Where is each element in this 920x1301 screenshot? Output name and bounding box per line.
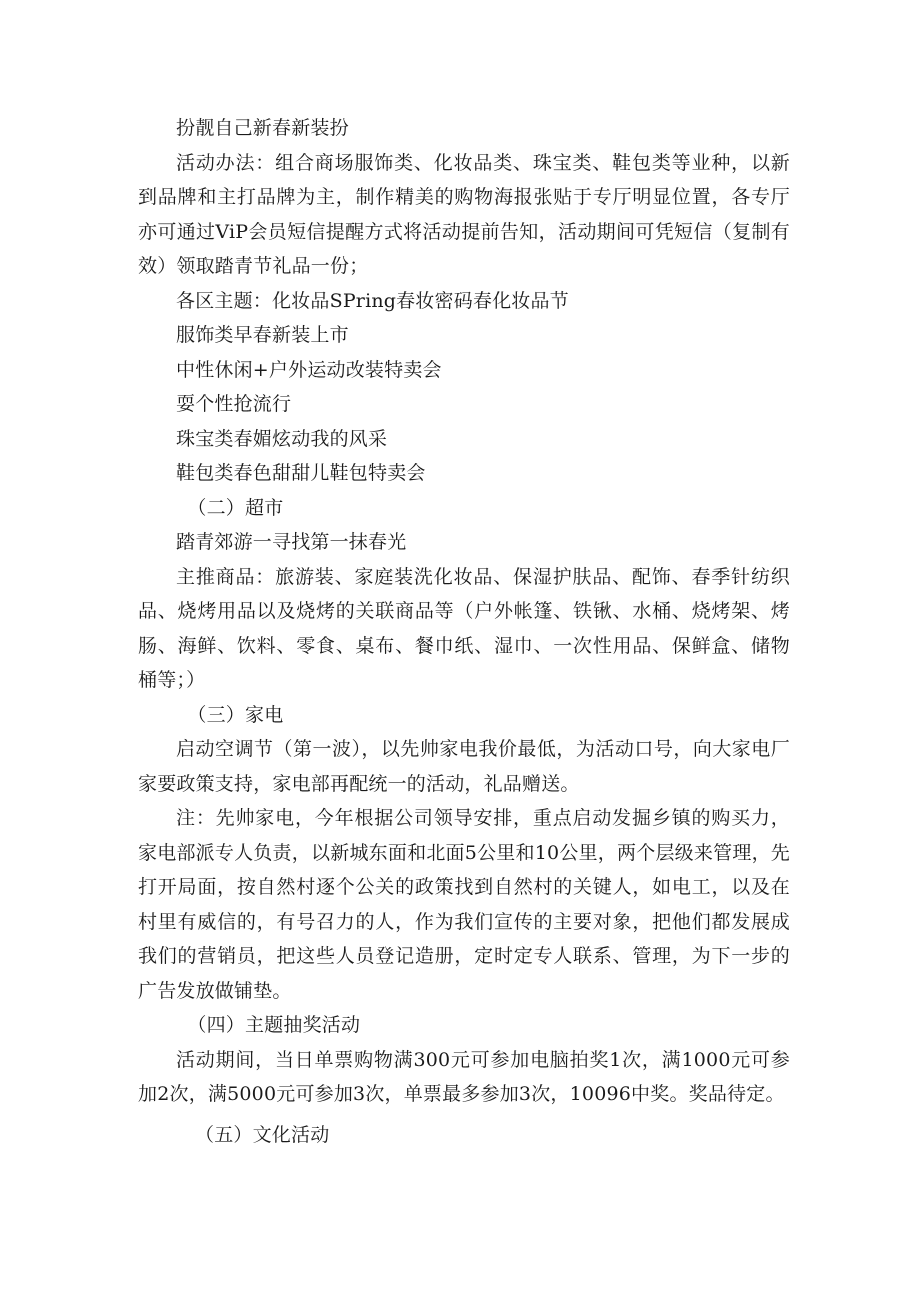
paragraph-appliance-note: 注：先帅家电，今年根据公司领导安排，重点启动发掘乡镇的购买力，家电部派专人负责，以新城东面和北面5公里和10公里，两个层级来管理，先打开局面，按自然村逐个公关的政策找到自然村的关键人，如电工，以及在村里有威信的，有号召力的人，作为我们宣传的主要对象，把他们都发展成我们的营销员，把这些人员登记造册，定时定专人联系、管理，为下一步的广告发放做铺垫。 bbox=[138, 807, 790, 1002]
paragraph-theme-casual-outdoor: 中性休闲+户外运动改装特卖会 bbox=[176, 358, 442, 381]
section-heading-lottery: （四）主题抽奖活动 bbox=[187, 1014, 361, 1036]
section-heading-culture: （五）文化活动 bbox=[195, 1123, 330, 1146]
paragraph-supermarket-slogan: 踏青郊游一寻找第一抹春光 bbox=[176, 531, 407, 553]
paragraph-theme-jewelry: 珠宝类春媚炫动我的风采 bbox=[176, 427, 388, 450]
paragraph-aircon-festival: 启动空调节（第一波），以先帅家电我价最低，为活动口号，向大家电厂家要政策支持，家电部再配统一的活动，礼品赠送。 bbox=[138, 738, 790, 795]
section-heading-supermarket: （二）超市 bbox=[187, 496, 284, 519]
paragraph-activity-method: 活动办法：组合商场服饰类、化妆品类、珠宝类、鞋包类等业种，以新到品牌和主打品牌为主，制作精美的购物海报张贴于专厅明显位置，各专厅亦可通过ViP会员短信提醒方式将活动提前告知，活动期间可凭短信（复制有效）领取踏青节礼品一份； bbox=[138, 151, 790, 277]
paragraph-theme-shoes-bags: 鞋包类春色甜甜儿鞋包特卖会 bbox=[176, 462, 426, 484]
paragraph-zone-themes: 各区主题：化妆品SPring春妆密码春化妆品节 bbox=[176, 289, 569, 312]
paragraph-lottery-details: 活动期间，当日单票购物满300元可参加电脑拍奖1次，满1000元可参加2次，满5000元可参加3次，单票最多参加3次，10096中奖。奖品待定。 bbox=[138, 1048, 790, 1105]
paragraph-theme-personality: 耍个性抢流行 bbox=[176, 393, 292, 415]
paragraph-theme-apparel: 服饰类早春新装上市 bbox=[176, 324, 349, 346]
document-body bbox=[138, 111, 790, 1152]
section-heading-appliances: （三）家电 bbox=[187, 703, 284, 726]
paragraph-featured-goods: 主推商品：旅游装、家庭装洗化妆品、保湿护肤品、配饰、春季针纺织品、烧烤用品以及烧烤的关联商品等（户外帐篷、铁锹、水桶、烧烤架、烤肠、海鲜、饮料、零食、桌布、餐巾纸、湿巾、一次性用品、保鲜盒、储物桶等；） bbox=[138, 565, 790, 691]
paragraph-slogan-new-spring: 扮靓自己新春新装扮 bbox=[176, 117, 349, 139]
